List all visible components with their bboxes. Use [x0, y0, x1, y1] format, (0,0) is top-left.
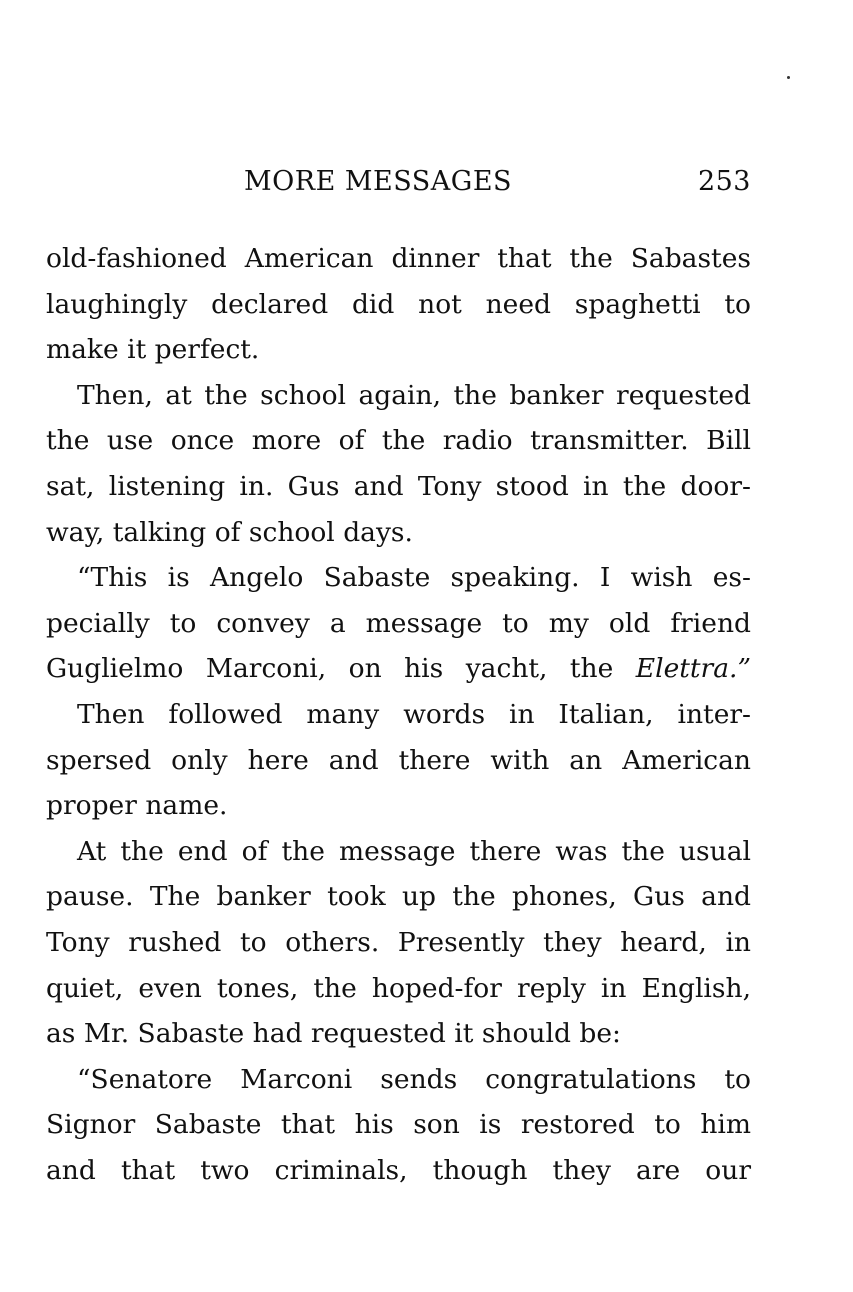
page-number: 253 — [697, 166, 751, 197]
text-line: old-fashioned American dinner that the Sabastes — [46, 243, 751, 274]
text-line: make it perfect. — [46, 334, 260, 366]
text-line: as Mr. Sabaste had requested it should be: — [46, 1018, 621, 1050]
text-line: Then followed many words in Italian, inter- — [77, 698, 751, 730]
text-line: laughingly declared did not need spaghetti to — [46, 288, 751, 320]
running-head — [46, 166, 751, 206]
text-line: Then, at the school again, the banker requested — [77, 379, 751, 411]
text-line: sat, listening in. Gus and Tony stood in the door- — [46, 470, 751, 502]
running-head-title: MORE MESSAGES — [244, 166, 513, 197]
text-line: Signor Sabaste that his son is restored to him — [46, 1109, 751, 1141]
text-line-with-italic — [46, 646, 751, 692]
text-segment: Guglielmo Marconi, on his yacht, the — [46, 653, 636, 685]
text-line: “Senatore Marconi sends congratulations to — [77, 1063, 751, 1095]
text-line: the use once more of the radio transmitter. Bill — [46, 425, 751, 457]
text-line: Tony rushed to others. Presently they heard, in — [46, 926, 751, 958]
ship-name-italic: Elettra.” — [635, 653, 751, 685]
text-line: proper name. — [46, 790, 228, 822]
text-line: way, talking of school days. — [46, 516, 413, 548]
text-line: quiet, even tones, the hoped-for reply in English, — [46, 972, 751, 1004]
text-line: and that two criminals, though they are our — [46, 1154, 751, 1186]
text-line: “This is Angelo Sabaste speaking. I wish es- — [77, 562, 751, 594]
print-speck — [787, 76, 790, 79]
text-line: pause. The banker took up the phones, Gus and — [46, 881, 751, 913]
text-line: pecially to convey a message to my old friend — [46, 607, 751, 639]
body-text — [46, 236, 751, 1193]
text-line: spersed only here and there with an American — [46, 744, 751, 776]
text-line: At the end of the message there was the usual — [77, 835, 751, 867]
